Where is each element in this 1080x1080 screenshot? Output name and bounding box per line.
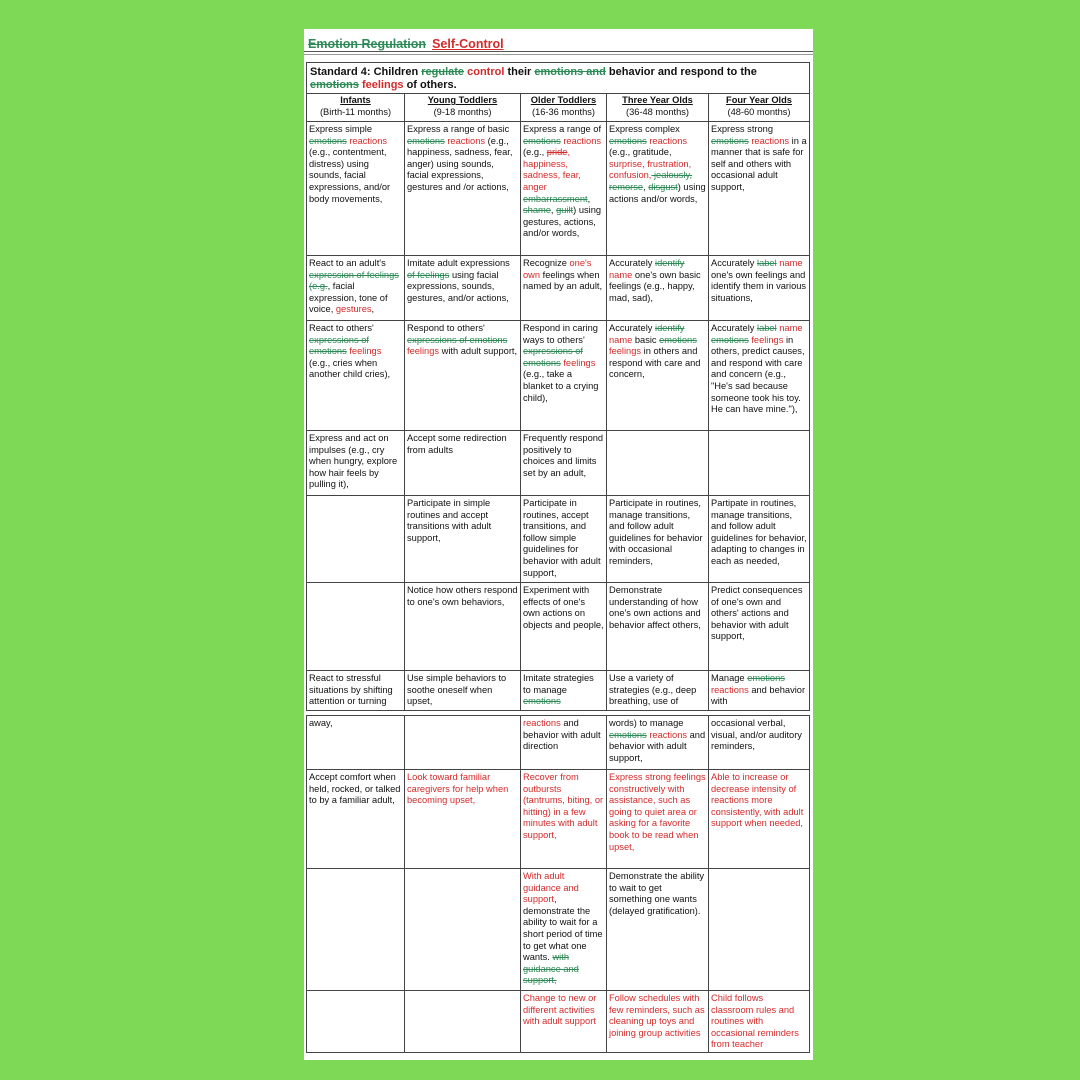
cell-r11-four-year-olds: Child follows classroom rules and routines with occasional reminders from teacher: [709, 991, 810, 1053]
standards-document: [304, 29, 813, 1060]
cell-r1-four-year-olds: Express strong emotions reactions in a manner that is safe for self and others with occasional adult support,: [709, 122, 810, 256]
standard-row: [307, 63, 810, 94]
table-row: [307, 431, 810, 496]
header-three-year-olds: Three Year Olds (36-48 months): [607, 94, 709, 122]
cell-r2-older-toddlers: Recognize one's own feelings when named by an adult,: [521, 256, 607, 321]
cell-r9-young-toddlers: Look toward familiar caregivers for help when becoming upset,: [405, 770, 521, 869]
title-rule-thin: [304, 54, 813, 55]
table-row: [307, 256, 810, 321]
header-young-toddlers: Young Toddlers (9-18 months): [405, 94, 521, 122]
cell-r6-young-toddlers: Notice how others respond to one's own behaviors,: [405, 583, 521, 671]
cell-r5-infants: [307, 496, 405, 583]
table-row: [307, 770, 810, 869]
cell-r8-older-toddlers: reactions and behavior with adult direction: [521, 716, 607, 770]
cell-r8-young-toddlers: [405, 716, 521, 770]
cell-r11-infants: [307, 991, 405, 1053]
cell-r5-four-year-olds: Partipate in routines, manage transitions, and follow adult guidelines for behavior, adapting to changes in each as needed,: [709, 496, 810, 583]
table-row: [307, 321, 810, 431]
cell-r10-three-year-olds: Demonstrate the ability to wait to get something one wants (delayed gratification).: [607, 869, 709, 991]
cell-r10-four-year-olds: [709, 869, 810, 991]
table-row: [307, 716, 810, 770]
cell-r2-young-toddlers: Imitate adult expressions of feelings using facial expressions, sounds, gestures, and/or actions,: [405, 256, 521, 321]
cell-r2-infants: React to an adult's expression of feelings (e.g., facial expression, tone of voice, gestures,: [307, 256, 405, 321]
header-older-toddlers: Older Toddlers (16-36 months): [521, 94, 607, 122]
cell-r10-infants: [307, 869, 405, 991]
standards-table-top: [306, 62, 810, 711]
cell-r5-three-year-olds: Participate in routines, manage transitions, and follow adult guidelines for behavior with occasional reminders,: [607, 496, 709, 583]
cell-r1-infants: Express simple emotions reactions (e.g., contentment, distress) using sounds, facial expressions, and/or body movements,: [307, 122, 405, 256]
cell-r11-three-year-olds: Follow schedules with few reminders, such as cleaning up toys and joining group activities: [607, 991, 709, 1053]
cell-r7-three-year-olds: Use a variety of strategies (e.g., deep breathing, use of: [607, 671, 709, 711]
cell-r1-three-year-olds: Express complex emotions reactions (e.g., gratitude, surprise, frustration, confusion, jealously, remorse, disgust) using actions and/or words,: [607, 122, 709, 256]
cell-r1-older-toddlers: Express a range of emotions reactions (e.g., pride, happiness, sadness, fear, anger embarrassment, shame, guilt) using gestures, actions, and/or words,: [521, 122, 607, 256]
cell-r1-young-toddlers: Express a range of basic emotions reactions (e.g., happiness, sadness, fear, anger) using sounds, facial expressions, gestures and /or actions,: [405, 122, 521, 256]
header-infants: Infants (Birth-11 months): [307, 94, 405, 122]
cell-r10-young-toddlers: [405, 869, 521, 991]
standard-statement: Standard 4: Children regulate control their emotions and behavior and respond to the emotions feelings of others.: [307, 63, 810, 94]
cell-r4-older-toddlers: Frequently respond positively to choices and limits set by an adult,: [521, 431, 607, 496]
document-title: [308, 37, 504, 51]
title-new: Self-Control: [432, 37, 504, 51]
cell-r3-infants: React to others' expressions of emotions feelings (e.g., cries when another child cries),: [307, 321, 405, 431]
cell-r4-four-year-olds: [709, 431, 810, 496]
cell-r7-four-year-olds: Manage emotions reactions and behavior with: [709, 671, 810, 711]
cell-r2-three-year-olds: Accurately identify name one's own basic feelings (e.g., happy, mad, sad),: [607, 256, 709, 321]
cell-r4-infants: Express and act on impulses (e.g., cry when hungry, explore how hair feels by pulling it),: [307, 431, 405, 496]
table-row: [307, 869, 810, 991]
title-old: Emotion Regulation: [308, 37, 427, 51]
table-row: [307, 496, 810, 583]
cell-r10-older-toddlers: With adult guidance and support, demonstrate the ability to wait for a short period of time to get what one wants. with guidance and support,: [521, 869, 607, 991]
table-row: [307, 122, 810, 256]
cell-r9-four-year-olds: Able to increase or decrease intensity of reactions more consistently, with adult support when needed,: [709, 770, 810, 869]
cell-r4-three-year-olds: [607, 431, 709, 496]
cell-r3-older-toddlers: Respond in caring ways to others' expressions of emotions feelings (e.g., take a blanket to a crying child),: [521, 321, 607, 431]
cell-r6-three-year-olds: Demonstrate understanding of how one's own actions and behavior affect others,: [607, 583, 709, 671]
title-rule: [304, 51, 813, 52]
cell-r6-older-toddlers: Experiment with effects of one's own actions on objects and people,: [521, 583, 607, 671]
cell-r11-young-toddlers: [405, 991, 521, 1053]
cell-r6-four-year-olds: Predict consequences of one's own and others' actions and behavior with adult support,: [709, 583, 810, 671]
cell-r2-four-year-olds: Accurately label name one's own feelings and identify them in various situations,: [709, 256, 810, 321]
cell-r9-three-year-olds: Express strong feelings constructively with assistance, such as going to quiet area or asking for a favorite book to be read when upset,: [607, 770, 709, 869]
header-row: [307, 94, 810, 122]
cell-r8-four-year-olds: occasional verbal, visual, and/or auditory reminders,: [709, 716, 810, 770]
cell-r8-three-year-olds: words) to manage emotions reactions and behavior with adult support,: [607, 716, 709, 770]
cell-r7-young-toddlers: Use simple behaviors to soothe oneself when upset,: [405, 671, 521, 711]
cell-r5-young-toddlers: Participate in simple routines and accept transitions with adult support,: [405, 496, 521, 583]
table-row: [307, 583, 810, 671]
cell-r4-young-toddlers: Accept some redirection from adults: [405, 431, 521, 496]
cell-r7-infants: React to stressful situations by shifting attention or turning: [307, 671, 405, 711]
header-four-year-olds: Four Year Olds (48-60 months): [709, 94, 810, 122]
cell-r5-older-toddlers: Participate in routines, accept transitions, and follow simple guidelines for behavior with adult support,: [521, 496, 607, 583]
cell-r3-young-toddlers: Respond to others' expressions of emotions feelings with adult support,: [405, 321, 521, 431]
cell-r8-infants: away,: [307, 716, 405, 770]
cell-r6-infants: [307, 583, 405, 671]
table-row: [307, 991, 810, 1053]
standards-table-continued: [306, 715, 810, 1053]
table-row: [307, 671, 810, 711]
cell-r3-four-year-olds: Accurately label name emotions feelings in others, predict causes, and respond with care and concern (e.g., "He's sad because someone took his toy. He can have mine."),: [709, 321, 810, 431]
cell-r9-older-toddlers: Recover from outbursts (tantrums, biting, or hitting) in a few minutes with adult support,: [521, 770, 607, 869]
cell-r9-infants: Accept comfort when held, rocked, or talked to by a familiar adult,: [307, 770, 405, 869]
cell-r7-older-toddlers: Imitate strategies to manage emotions: [521, 671, 607, 711]
cell-r11-older-toddlers: Change to new or different activities with adult support: [521, 991, 607, 1053]
cell-r3-three-year-olds: Accurately identify name basic emotions feelings in others and respond with care and concern,: [607, 321, 709, 431]
